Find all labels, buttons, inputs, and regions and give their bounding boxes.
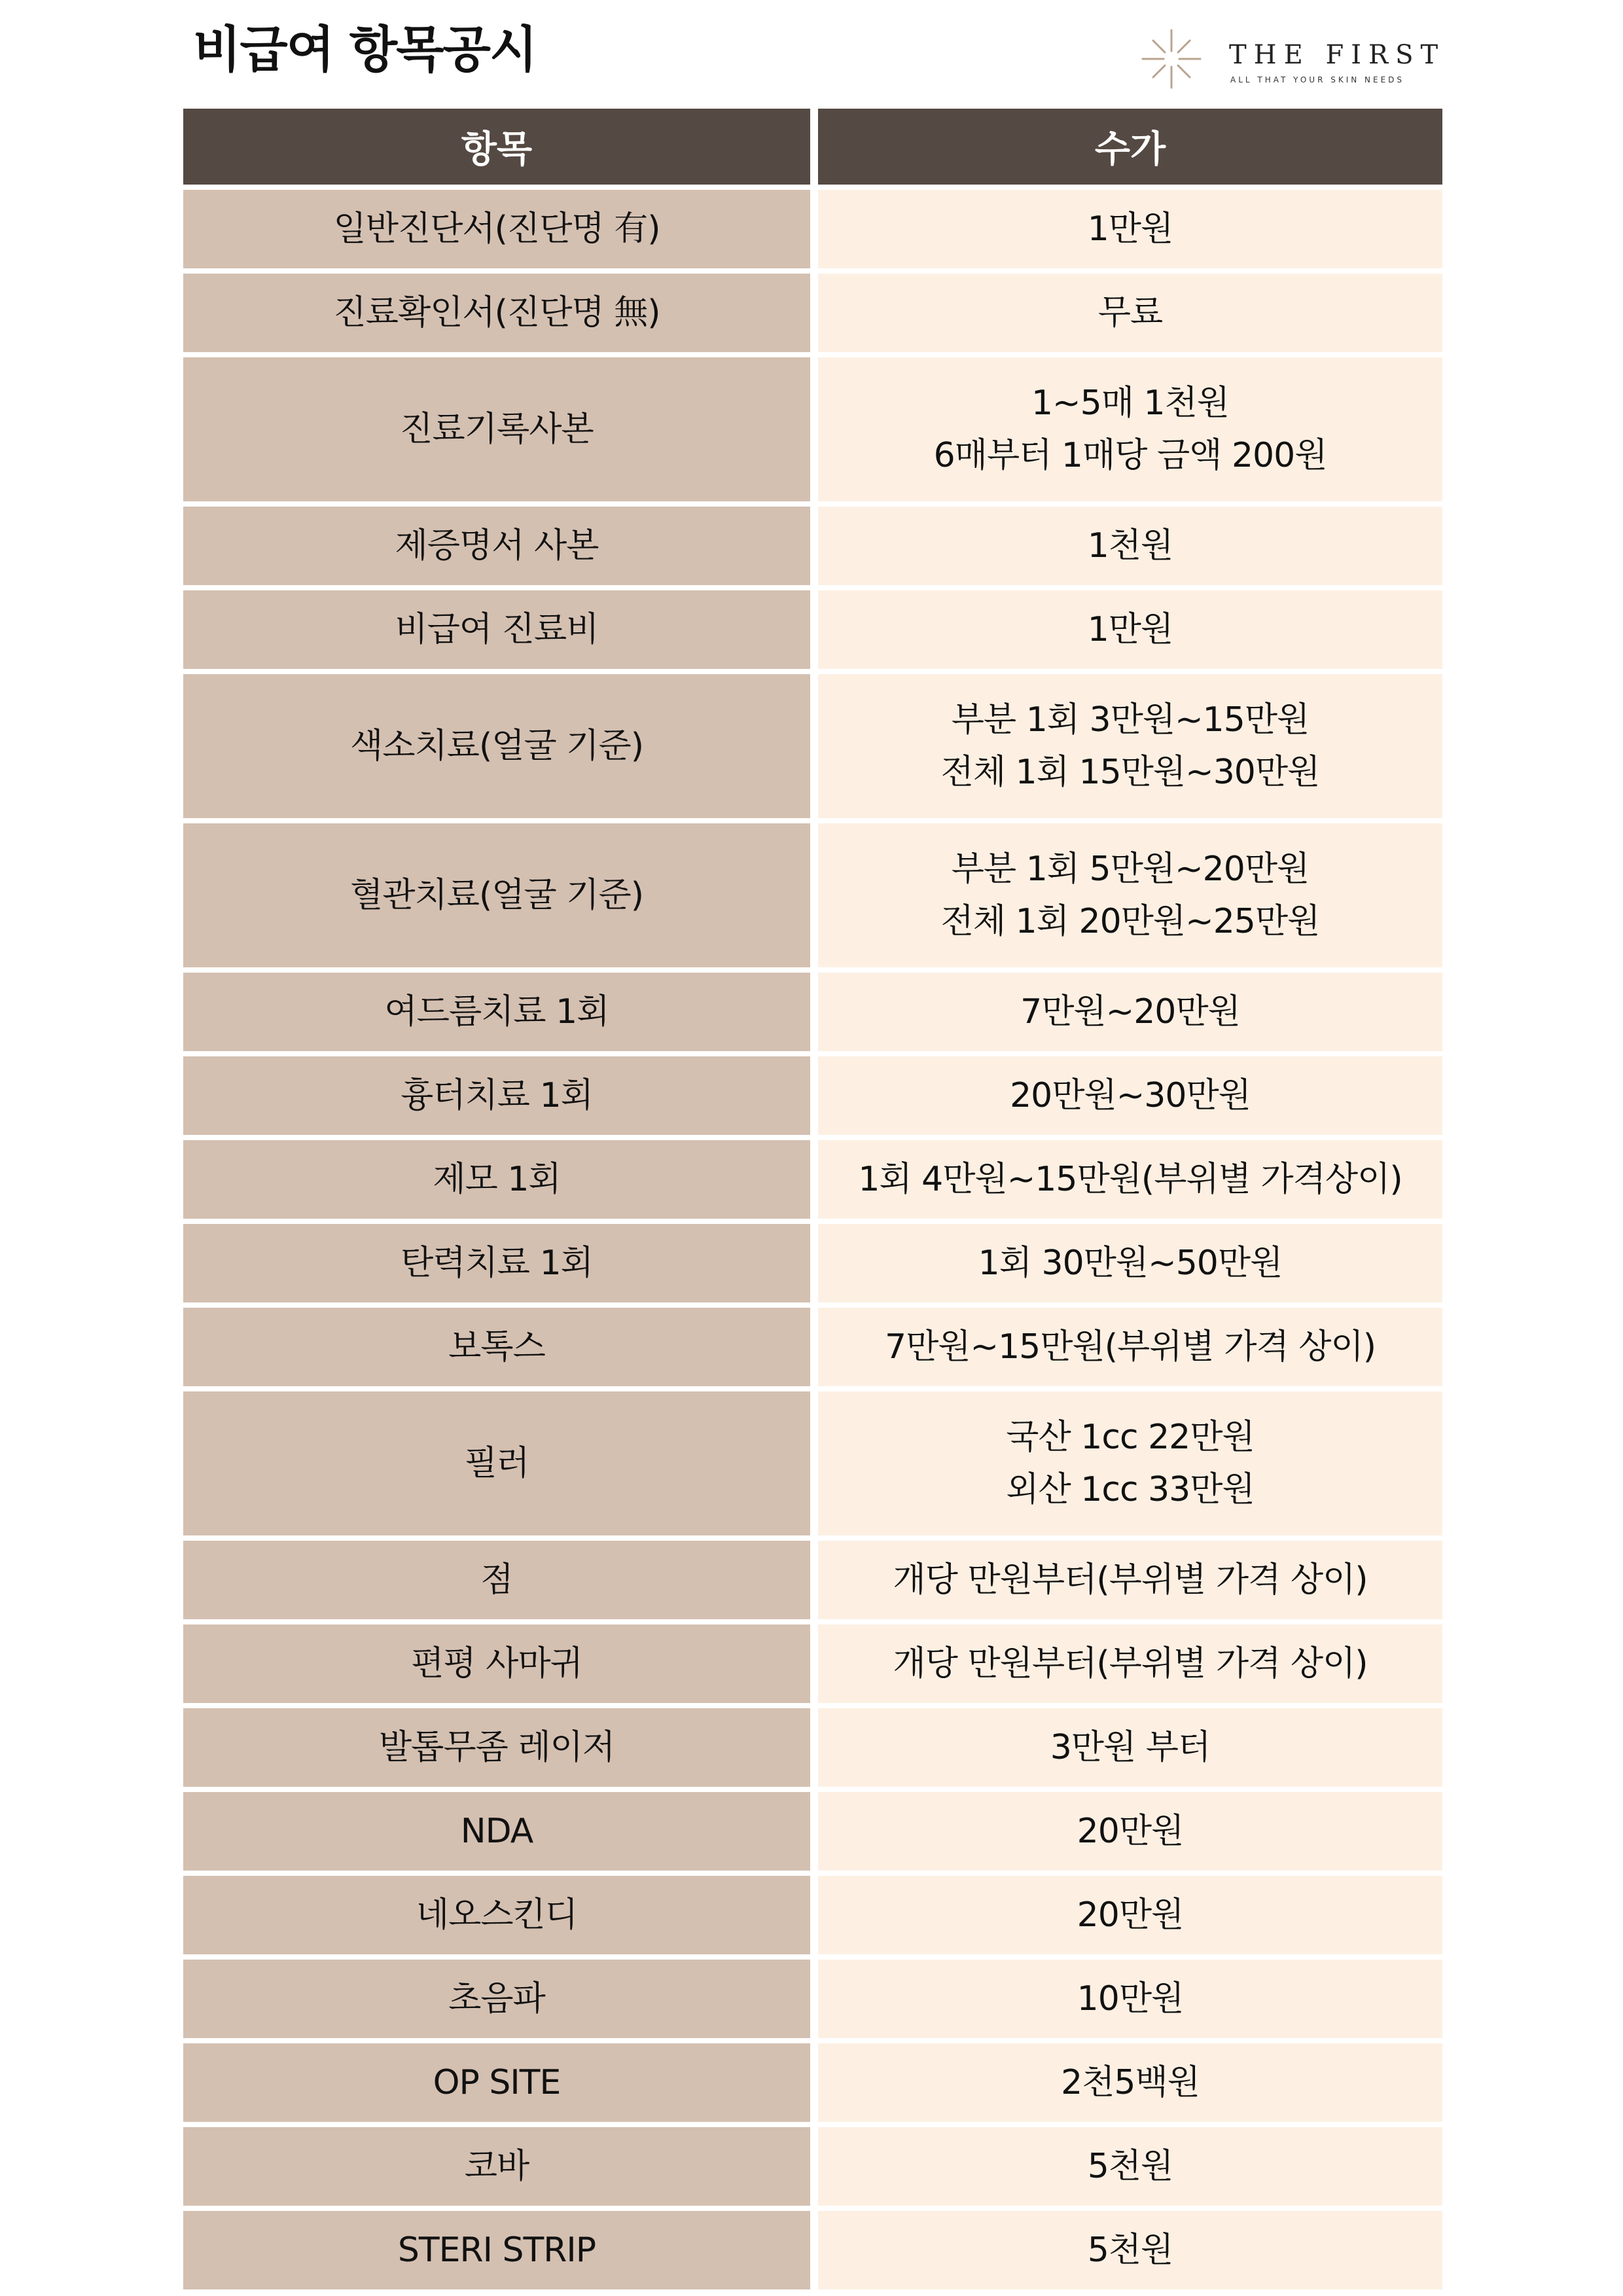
price-line: 1회 30만원~50만원 (978, 1244, 1283, 1283)
price-cell (818, 674, 1442, 818)
price-line: 개당 만원부터(부위별 가격 상이) (893, 1560, 1368, 1600)
table-row (183, 1960, 1442, 2038)
item-name-cell: 네오스킨디 (183, 1876, 810, 1954)
price-cell (818, 507, 1442, 585)
price-line: 외산 1cc 33만원 (1006, 1470, 1255, 1509)
price-line: 6매부터 1매당 금액 200원 (933, 436, 1327, 475)
item-name-cell: 초음파 (183, 1960, 810, 2038)
price-cell (818, 2211, 1442, 2289)
logo-tagline: ALL THAT YOUR SKIN NEEDS (1230, 75, 1405, 84)
table-row (183, 2127, 1442, 2206)
brand-logo (1139, 26, 1446, 92)
price-cell (818, 823, 1442, 967)
item-name-cell: 보톡스 (183, 1308, 810, 1386)
item-name-cell: 발톱무좀 레이저 (183, 1708, 810, 1787)
price-line: 1만원 (1087, 209, 1173, 249)
price-line: 20만원~30만원 (1010, 1076, 1251, 1115)
price-line: 전체 1회 20만원~25만원 (940, 902, 1320, 941)
price-line: 20만원 (1077, 1895, 1184, 1935)
table-row (183, 1792, 1442, 1871)
item-name-cell: 흉터치료 1회 (183, 1056, 810, 1135)
fee-table (175, 103, 1450, 2295)
item-name-cell: 탄력치료 1회 (183, 1224, 810, 1302)
table-row (183, 1624, 1442, 1703)
price-line: 부분 1회 3만원~15만원 (951, 700, 1310, 740)
item-name-cell: 일반진단서(진단명 有) (183, 190, 810, 268)
table-row (183, 274, 1442, 352)
item-name-cell: 진료확인서(진단명 無) (183, 274, 810, 352)
sparkle-star-icon (1139, 26, 1204, 92)
item-name-cell: 비급여 진료비 (183, 590, 810, 669)
price-cell (818, 2043, 1442, 2122)
price-cell (818, 357, 1442, 501)
price-line: 개당 만원부터(부위별 가격 상이) (893, 1644, 1368, 1683)
price-line: 국산 1cc 22만원 (1006, 1418, 1255, 1457)
price-cell (818, 1876, 1442, 1954)
item-name-cell: 진료기록사본 (183, 357, 810, 501)
page-title: 비급여 항목공시 (193, 20, 537, 79)
item-name-cell: 편평 사마귀 (183, 1624, 810, 1703)
price-cell (818, 1391, 1442, 1535)
price-cell (818, 973, 1442, 1051)
item-name-cell: 색소치료(얼굴 기준) (183, 674, 810, 818)
table-row (183, 1140, 1442, 1219)
price-line: 1회 4만원~15만원(부위별 가격상이) (858, 1160, 1402, 1199)
table-row (183, 190, 1442, 268)
table-row (183, 357, 1442, 501)
price-line: 5천원 (1087, 2231, 1173, 2270)
price-cell (818, 2127, 1442, 2206)
price-line: 전체 1회 15만원~30만원 (940, 753, 1320, 792)
item-name-cell: OP SITE (183, 2043, 810, 2122)
price-line: 7만원~15만원(부위별 가격 상이) (884, 1327, 1376, 1367)
item-name-cell: 필러 (183, 1391, 810, 1535)
table-row (183, 1224, 1442, 1302)
price-line: 부분 1회 5만원~20만원 (951, 850, 1310, 889)
table-row (183, 1541, 1442, 1619)
price-cell (818, 1056, 1442, 1135)
table-header-row (183, 109, 1442, 185)
price-cell (818, 1308, 1442, 1386)
logo-brand-name: THE FIRST (1229, 40, 1446, 70)
item-name-cell: 점 (183, 1541, 810, 1619)
page-header (0, 0, 1623, 105)
table-row (183, 1708, 1442, 1787)
table-row (183, 674, 1442, 818)
price-line: 2천5백원 (1061, 2063, 1200, 2102)
table-row (183, 2211, 1442, 2289)
table-row (183, 1876, 1442, 1954)
table-body (183, 190, 1442, 2289)
price-cell (818, 190, 1442, 268)
item-name-cell: STERI STRIP (183, 2211, 810, 2289)
column-header-item: 항목 (183, 109, 810, 185)
price-cell (818, 1140, 1442, 1219)
table-row (183, 1308, 1442, 1386)
price-cell (818, 1708, 1442, 1787)
table-row (183, 507, 1442, 585)
price-line: 5천원 (1087, 2147, 1173, 2186)
item-name-cell: 여드름치료 1회 (183, 973, 810, 1051)
table-row (183, 590, 1442, 669)
table-row (183, 823, 1442, 967)
price-cell (818, 590, 1442, 669)
price-cell (818, 1541, 1442, 1619)
price-cell (818, 274, 1442, 352)
table-row (183, 1391, 1442, 1535)
price-cell (818, 1224, 1442, 1302)
item-name-cell: 코바 (183, 2127, 810, 2206)
price-line: 1~5매 1천원 (1031, 384, 1230, 423)
price-line: 7만원~20만원 (1020, 992, 1240, 1031)
price-cell (818, 1792, 1442, 1871)
price-line: 1천원 (1087, 526, 1173, 565)
price-cell (818, 1624, 1442, 1703)
price-line: 20만원 (1077, 1812, 1184, 1851)
column-header-price: 수가 (818, 109, 1442, 185)
price-cell (818, 1960, 1442, 2038)
table-row (183, 1056, 1442, 1135)
table-row (183, 973, 1442, 1051)
price-line: 무료 (1097, 293, 1163, 332)
price-line: 3만원 부터 (1050, 1728, 1211, 1767)
price-line: 10만원 (1077, 1979, 1184, 2018)
item-name-cell: NDA (183, 1792, 810, 1871)
item-name-cell: 혈관치료(얼굴 기준) (183, 823, 810, 967)
item-name-cell: 제모 1회 (183, 1140, 810, 1219)
price-line: 1만원 (1087, 610, 1173, 649)
item-name-cell: 제증명서 사본 (183, 507, 810, 585)
table-row (183, 2043, 1442, 2122)
